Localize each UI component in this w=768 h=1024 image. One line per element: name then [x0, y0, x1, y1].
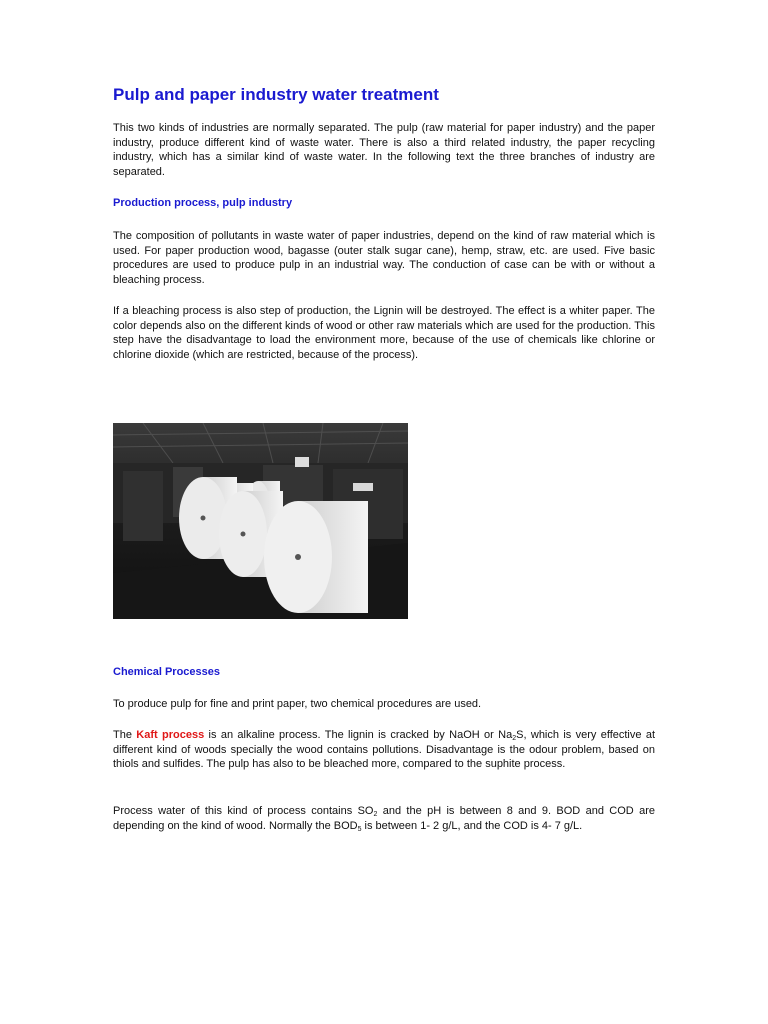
paragraph-composition: The composition of pollutants in waste water of paper industries, depend on the kind of raw material which is used. For paper production wood, bagasse (outer stalk sugar cane), hemp, straw, etc. are used. Five basic procedures are used to produce pulp in an industrial way. The conduction of case can be with or without a bleaching process.	[113, 230, 655, 286]
kraft-subscript: 2	[512, 735, 517, 742]
page-title: Pulp and paper industry water treatment	[113, 85, 439, 104]
kraft-text-a: is an alkaline process. The lignin is cracked by NaOH or Na	[204, 729, 513, 741]
section-heading-production: Production process, pulp industry	[113, 197, 293, 209]
paragraph-process-water	[113, 804, 655, 833]
intro-paragraph: This two kinds of industries are normally separated. The pulp (raw material for paper industry) and the paper industry, produce different kind of waste water. There is also a third related industry, the paper recycling industry, which has a similar kind of waste water. In the following text the three branches of industry are separated.	[113, 122, 655, 178]
section-heading-chemical: Chemical Processes	[113, 666, 221, 678]
water-text-c: is between 1- 2 g/L, and the COD is 4- 7 g/L.	[361, 819, 583, 832]
paragraph-bleaching: If a bleaching process is also step of production, the Lignin will be destroyed. The effect is a whiter paper. The color depends also on the different kinds of wood or other raw materials which are used for the production. This step have the disadvantage to load the environment more, because of the use of chemicals like chlorine or chlorine dioxide (which are restricted, because of the process).	[113, 305, 655, 361]
water-text-a: Process water of this kind of process contains SO	[113, 805, 374, 817]
kraft-lead-text: The	[113, 729, 137, 741]
bod5-subscript: 5	[357, 825, 362, 833]
kraft-process-term: Kaft process	[136, 729, 205, 741]
paragraph-kraft-process	[113, 728, 655, 772]
paper-rolls-image	[113, 423, 408, 619]
water-text-b: and the pH is between 8 and 9. BOD and COD are depending on the kind of wood. Normally the BOD	[113, 805, 655, 832]
paper-rolls-photo	[113, 423, 408, 619]
kraft-text-b: S, which is very effective at different kind of woods specially the wood contains pollutions. Disadvantage is the odour problem, based on thiols and sulfides. The pulp has also to be bleached more, compared to the suphite process.	[113, 729, 656, 770]
paragraph-chemical-intro: To produce pulp for fine and print paper, two chemical procedures are used.	[113, 698, 482, 710]
so2-subscript: 2	[373, 811, 378, 818]
